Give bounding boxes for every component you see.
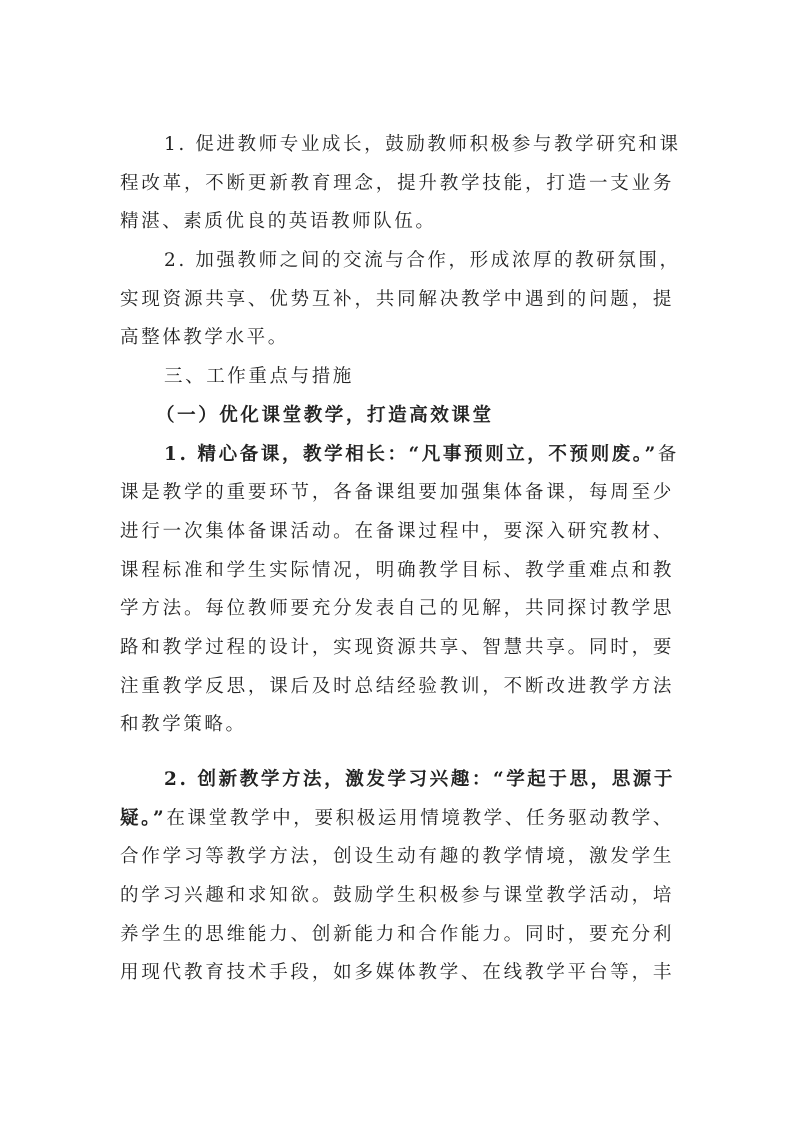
text-line <box>120 436 679 475</box>
section-heading: 三、工作重点与措施 <box>164 366 354 388</box>
text-line: 精湛、素质优良的英语教师队伍。 <box>120 211 437 233</box>
lead-rest: 备 <box>657 443 679 465</box>
paragraph-lesson-prep <box>120 436 679 746</box>
text-line: 实现资源共享、优势互补，共同解决教学中遇到的问题，提 <box>120 288 674 310</box>
text-line: 注重教学反思，课后及时总结经验教训，不断改进教学方法 <box>120 675 674 697</box>
text-line: 课是教学的重要环节，各备课组要加强集体备课，每周至少 <box>120 482 674 504</box>
text-line <box>120 800 674 839</box>
text-line: 高整体教学水平。 <box>120 327 289 349</box>
subsection-heading: （一）优化课堂教学，打造高效课堂 <box>156 404 494 426</box>
text-line: 养学生的思维能力、创新能力和合作能力。同时，要充分利 <box>120 923 674 945</box>
text-line: 合作学习等教学方法，创设生动有趣的教学情境，激发学生 <box>120 846 674 868</box>
text-line: 和教学策略。 <box>120 714 247 736</box>
text-line: 路和教学过程的设计，实现资源共享、智慧共享。同时，要 <box>120 636 674 658</box>
text-line: 2. 创新教学方法，激发学习兴趣：“学起于思，思源于 <box>164 769 675 790</box>
bold-lead: 1. 精心备课，教学相长：“凡事预则立，不预则废。” <box>164 443 658 465</box>
text-line: 用现代教育技术手段，如多媒体教学、在线教学平台等，丰 <box>120 962 674 984</box>
bold-cont: 疑。” <box>120 807 167 829</box>
text-line: 程改革，不断更新教育理念，提升教学技能，打造一支业务 <box>120 172 674 194</box>
document-page <box>120 126 681 993</box>
text-line: 2. 加强教师之间的交流与合作，形成浓厚的教研氛围， <box>164 250 681 272</box>
text-line: 的学习兴趣和求知欲。鼓励学生积极参与课堂教学活动，培 <box>120 885 674 907</box>
text-line: 进行一次集体备课活动。在备课过程中，要深入研究教材、 <box>120 520 674 542</box>
text-line: 1. 促进教师专业成长，鼓励教师积极参与教学研究和课 <box>164 134 681 155</box>
paragraph-goal-2 <box>120 242 681 358</box>
text-line: 学方法。每位教师要充分发表自己的见解，共同探讨教学思 <box>120 598 674 620</box>
text-line: 课程标准和学生实际情况，明确教学目标、教学重难点和教 <box>120 559 674 581</box>
paragraph-gap <box>120 745 674 761</box>
paragraph-goal-1 <box>120 126 681 242</box>
paragraph-teaching-methods <box>120 761 674 993</box>
cont-rest: 在课堂教学中，要积极运用情境教学、任务驱动教学、 <box>166 807 674 829</box>
